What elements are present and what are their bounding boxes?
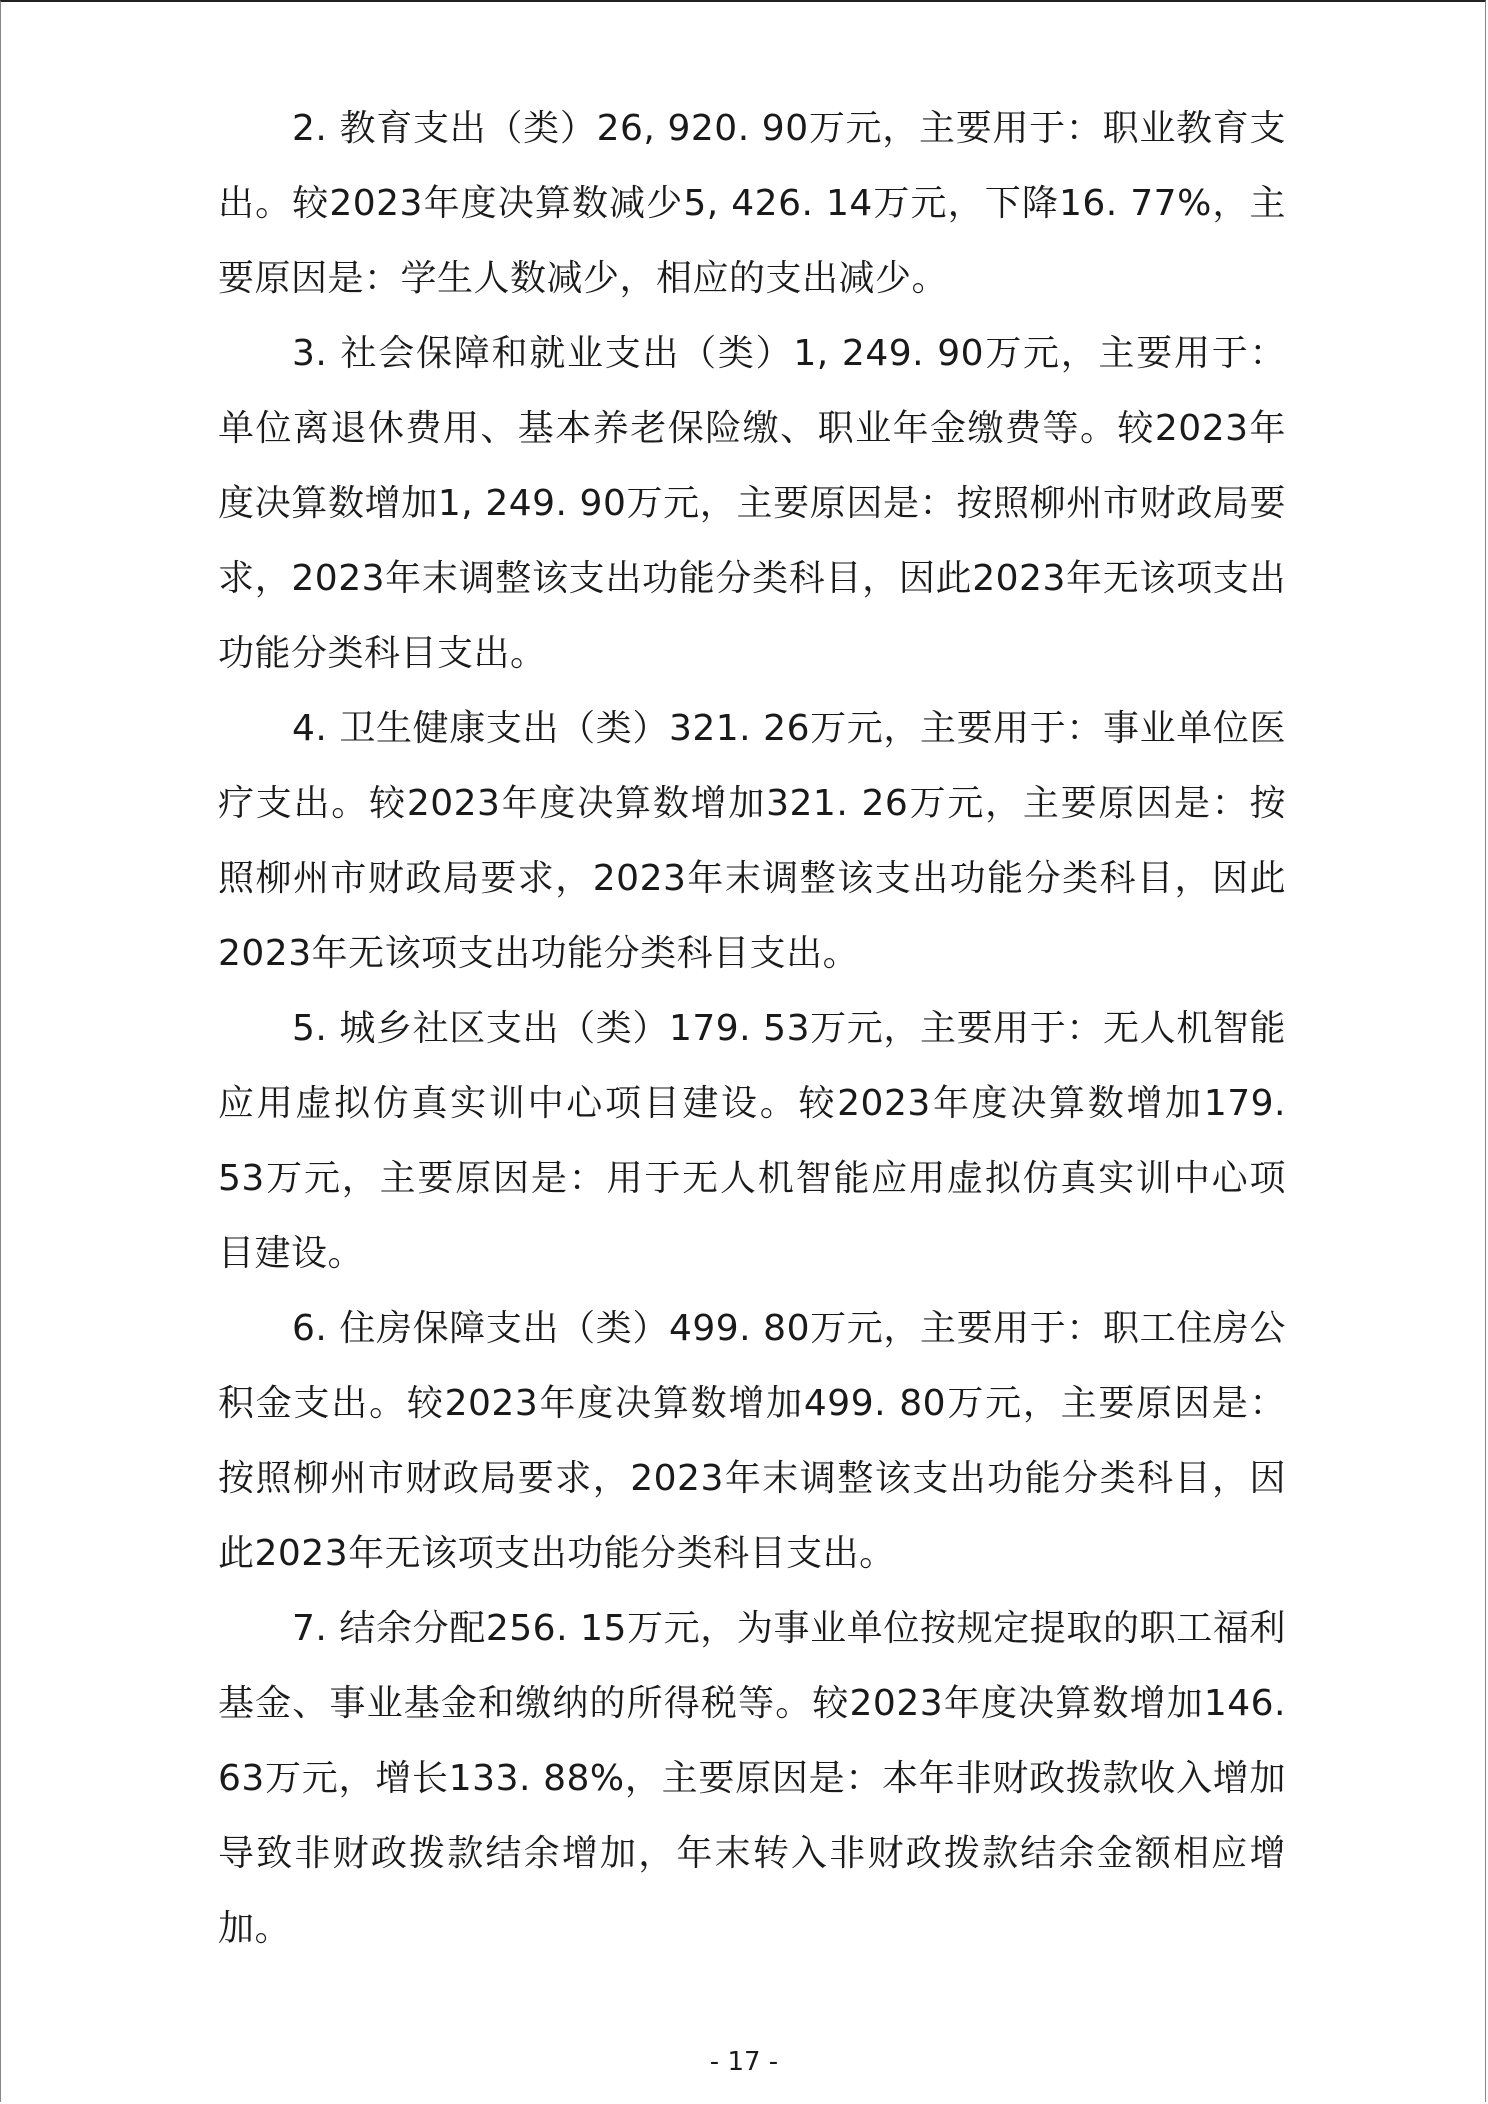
paragraph-education-expenditure: 2. 教育支出（类）26, 920. 90万元，主要用于：职业教育支出。较2023年度决算数减少5, 426. 14万元，下降16. 77%，主要原因是：学生人数减少，相应的支出减少。 — [218, 108, 1286, 299]
paragraph-health-expenditure: 4. 卫生健康支出（类）321. 26万元，主要用于：事业单位医疗支出。较2023年度决算数增加321. 26万元，主要原因是：按照柳州市财政局要求，2023年末调整该支出功能分类科目，因此2023年无该项支出功能分类科目支出。 — [218, 708, 1286, 974]
document-body — [218, 91, 1286, 1966]
paragraph-housing-security-expenditure: 6. 住房保障支出（类）499. 80万元，主要用于：职工住房公积金支出。较2023年度决算数增加499. 80万元，主要原因是：按照柳州市财政局要求，2023年末调整该支出功能分类科目，因此2023年无该项支出功能分类科目支出。 — [218, 1308, 1286, 1574]
page-number: - 17 - — [709, 2047, 779, 2077]
paragraph-social-security-expenditure: 3. 社会保障和就业支出（类）1, 249. 90万元，主要用于：单位离退休费用、基本养老保险缴、职业年金缴费等。较2023年度决算数增加1, 249. 90万元，主要原因是：按照柳州市财政局要求，2023年末调整该支出功能分类科目，因此2023年无该项支出功能分类科目支出。 — [218, 333, 1286, 674]
paragraph-urban-rural-community-expenditure: 5. 城乡社区支出（类）179. 53万元，主要用于：无人机智能应用虚拟仿真实训中心项目建设。较2023年度决算数增加179. 53万元，主要原因是：用于无人机智能应用虚拟仿真实训中心项目建设。 — [218, 1008, 1286, 1274]
paragraph-surplus-distribution: 7. 结余分配256. 15万元，为事业单位按规定提取的职工福利基金、事业基金和缴纳的所得税等。较2023年度决算数增加146. 63万元，增长133. 88%，主要原因是：本年非财政拨款收入增加导致非财政拨款结余增加，年末转入非财政拨款结余金额相应增加。 — [218, 1608, 1286, 1949]
